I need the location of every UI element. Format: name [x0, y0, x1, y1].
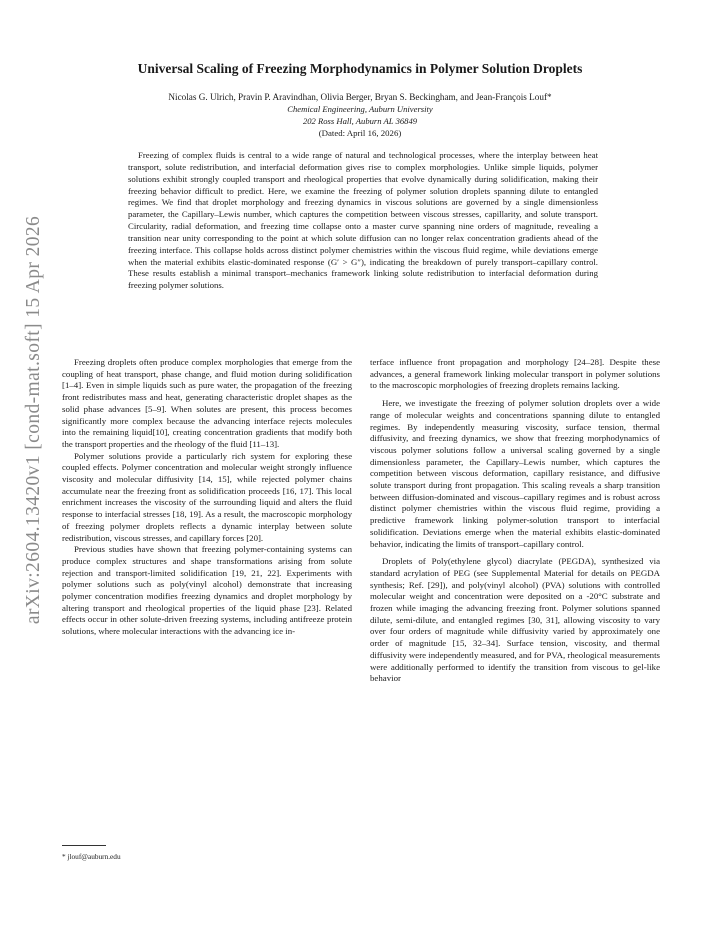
body-paragraph: Previous studies have shown that freezing polymer-containing systems can produce complex structures and shape transformations arising from solute rejection and transport-limited solidification [19, 21, 22]. Experiments with polymer solutions such as poly(vinyl alcohol) demonstrate that increasing polymer concentration modifies freezing dynamics and droplet morphology by altering transport and rheological properties of the liquid phase [23]. Related effects occur in other solute-driven freezing systems, including antifreeze protein solutions, where molecular interactions with the advancing ice in- [62, 544, 352, 637]
affiliation-line-2: 202 Ross Hall, Auburn AL 36849 [302, 116, 418, 126]
author-list: Nicolas G. Ulrich, Pravin P. Aravindhan, Olivia Berger, Bryan S. Beckingham, and Jean-François Louf* [168, 92, 552, 102]
arxiv-sidebar-stamp [4, 210, 64, 630]
body-paragraph: Polymer solutions provide a particularly rich system for exploring these coupled effects. Polymer concentration and molecular weight strongly influence viscosity and molecular diffusivity [14, 15], while rejected polymer chains accumulate near the freezing front as solidification proceeds [16, 17]. This local enrichment increases the viscosity of the surrounding liquid and alters the fluid response to interfacial stresses [18, 19]. As a result, the macroscopic morphology of freezing polymer droplets reflects a dynamic interplay between solute redistribution, viscous stresses, and capillary forces [20]. [62, 450, 352, 543]
paper-title: Universal Scaling of Freezing Morphodynamics in Polymer Solution Droplets [137, 61, 583, 76]
date-line: (Dated: April 16, 2026) [318, 128, 402, 138]
body-paragraph: Freezing droplets often produce complex morphologies that emerge from the coupling of heat transport, phase change, and fluid motion during solidification [1–4]. Even in simple liquids such as pure water, the propagation of the freezing front redistributes mass and heat, generating characteristic droplet shapes as the solid phase advances [5–9]. When solutes are present, this process becomes significantly more complex because the advancing interface rejects molecules into the remaining liquid[10], creating concentration gradients that modify both the transport properties and the rheology of the fluid [11–13]. [62, 357, 352, 449]
abstract-text: Freezing of complex fluids is central to a wide range of natural and technological processes, where the interplay between heat transport, solute redistribution, and interfacial deformation gives rise to complex morphologies. Unlike simple liquids, polymer solutions exhibit strongly coupled transport and rheological properties that evolve dynamically during solidification, making their freezing behavior difficult to predict. Here, we examine the freezing of polymer solution droplets spanning dilute to entangled regimes. We find that droplet morphology and freezing dynamics in viscous solutions are governed by a single dimensionless parameter, the Capillary–Lewis number, which captures the competition between viscous stresses, capillarity, and solute transport. Circularity, radial deformation, and freezing time collapse onto a master curve spanning nine orders of magnitude, revealing a transition near unity corresponding to the point at which solute diffusion can no longer relax concentration gradients ahead of the freezing interface. This collapse holds across distinct polymer chemistries within the viscous fluid regime, while deviations emerge when the material exhibits elastic-dominated response (G′ > G″), indicating the breakdown of purely transport–capillary control. These results establish a minimal transport–mechanics framework linking solute redistribution to interfacial deformation during freezing polymer solutions. [128, 150, 598, 291]
right-column [370, 357, 660, 685]
left-column [62, 357, 352, 638]
footnote-divider [62, 845, 106, 846]
footnote: * jlouf@auburn.edu [62, 852, 121, 861]
arxiv-identifier: arXiv:2604.13420v1 [cond-mat.soft] 15 Apr 2026 [23, 215, 44, 625]
abstract [128, 150, 598, 292]
affiliation-line-1: Chemical Engineering, Auburn University [287, 104, 433, 114]
body-paragraph: terface influence front propagation and morphology [24–28]. Despite these advances, a general framework linking molecular transport in polymer solutions to the macroscopic morphologies of freezing droplets remains lacking. [370, 357, 660, 391]
body-paragraph: Here, we investigate the freezing of polymer solution droplets over a wide range of molecular weights and concentrations spanning dilute to entangled regimes. By independently measuring viscosity, surface tension, thermal diffusivity, and freezing dynamics, we show that freezing morphodynamics of viscous polymer solutions follow a universal scaling governed by a single dimensionless parameter, the Capillary–Lewis number, which captures the competition between viscous deformation, capillary resistance, and diffusive solute transport during front propagation. This scaling reveals a sharp transition between diffusion-dominated and viscous–capillary regimes and is robust across distinct polymer chemistries within the viscous fluid regime, providing a predictive framework linking polymer-solution transport to interfacial solidification. Deviations emerge when the material exhibits elastic-dominated behavior, indicating the limits of transport–capillary control. [370, 398, 660, 549]
body-paragraph: Droplets of Poly(ethylene glycol) diacrylate (PEGDA), synthesized via standard acrylation of PEG (see Supplemental Material for details on PEGDA synthesis; Ref. [29]), and poly(vinyl alcohol) (PVA) solutions with controlled molecular weight and concentration were deposited on a -20°C substrate and frozen while imaging the advancing freezing front. Polymer solutions spanned dilute, semi-dilute, and entangled regimes [30, 31], allowing viscosity to vary over four orders of magnitude while diffusivity varied by approximately one order of magnitude [15, 32–34]. Surface tension, viscosity, and thermal diffusivity were independently measured, and for PVA, rheological measurements were additionally performed to identify the transition from viscous to gel-like behavior [370, 556, 660, 684]
